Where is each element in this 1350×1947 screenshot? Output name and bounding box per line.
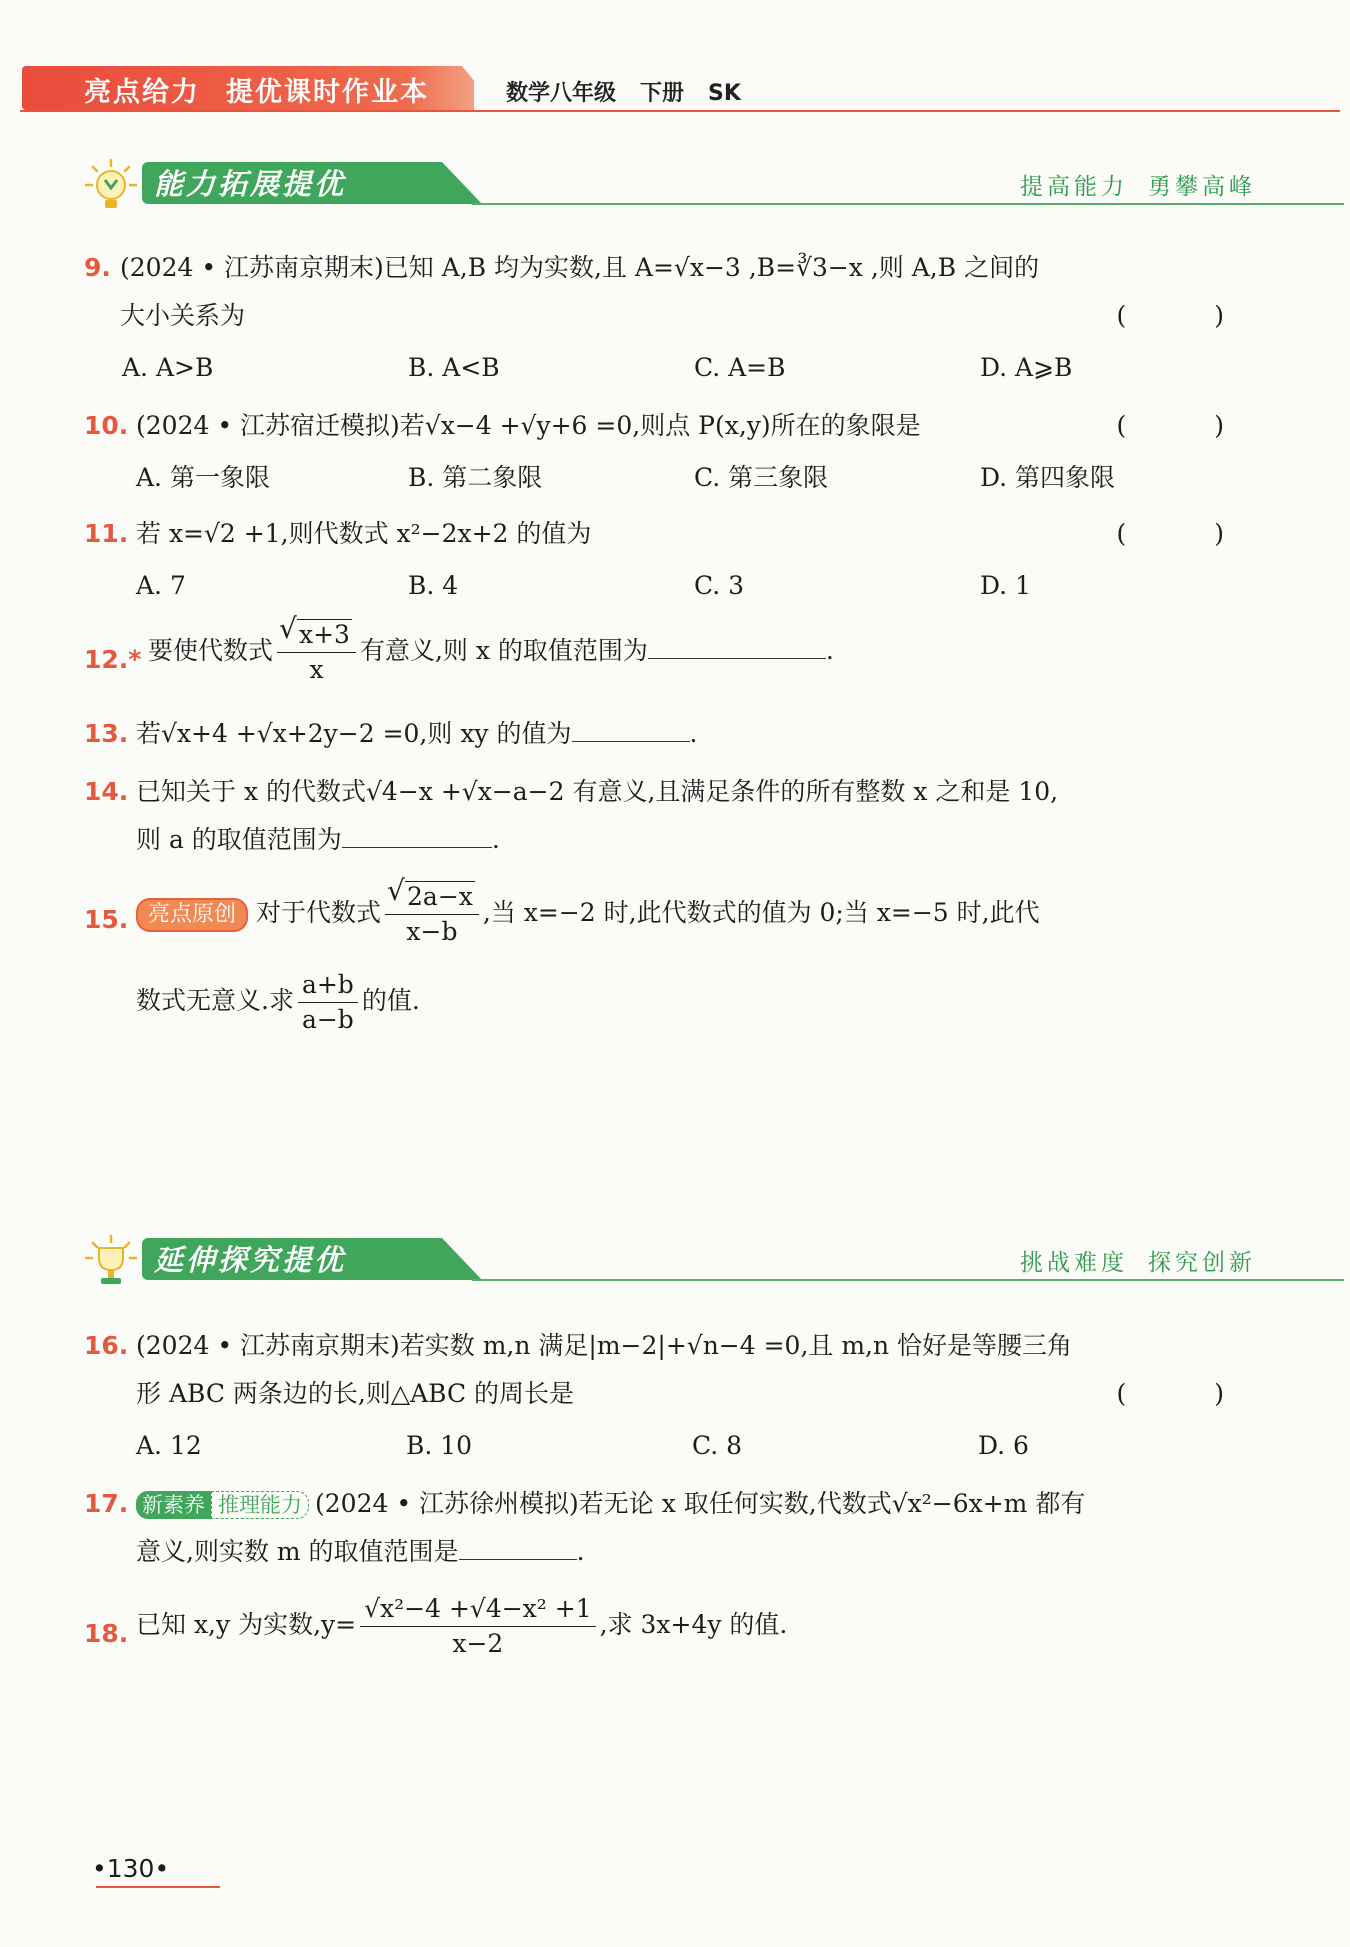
header-brand (84, 70, 429, 109)
numerator: a+b (298, 968, 358, 1003)
question-number: 11. (84, 519, 129, 548)
numerator: √x²−4 +√4−x² +1 (360, 1592, 596, 1627)
question-text (136, 968, 1264, 1037)
slogan-part: 挑战难度 (1020, 1250, 1128, 1276)
radical: √ x+3 (297, 619, 352, 650)
question-text (136, 816, 1264, 864)
question-12 (84, 618, 1264, 702)
question-number: 18. (84, 1619, 129, 1648)
volume-label: 下册 (640, 81, 685, 106)
section-slogan (1020, 168, 1256, 201)
answer-blank[interactable] (648, 628, 826, 659)
question-14 (84, 768, 1264, 868)
option-a[interactable]: A. 第一象限 (136, 463, 270, 492)
question-text (136, 1528, 1264, 1576)
text-segment: 则 a 的取值范围为 (136, 825, 342, 854)
question-text: (2024 • 江苏南京期末)若实数 m,n 满足|m−2|+√n−4 =0,且 m,n 恰好是等腰三角 (136, 1331, 1073, 1360)
text-segment: 的值. (361, 986, 420, 1015)
option-d[interactable]: D. 第四象限 (980, 463, 1116, 492)
header-rule (20, 110, 1340, 112)
option-c[interactable]: C. 第三象限 (694, 463, 829, 492)
option-a[interactable]: A. 12 (136, 1431, 202, 1460)
question-number: 10. (84, 411, 129, 440)
question-text (136, 1592, 1264, 1661)
fraction (360, 1592, 596, 1661)
edition-label: SK (708, 81, 741, 106)
reasoning-tag: 推理能力 (211, 1491, 309, 1519)
text-segment: 对于代数式 (256, 898, 382, 927)
slogan-part: 提高能力 (1020, 174, 1128, 200)
question-17 (84, 1480, 1264, 1580)
question-text: 若 x=√2 +1,则代数式 x²−2x+2 的值为 (136, 519, 592, 548)
answer-blank[interactable] (572, 711, 690, 742)
page-number: •130• (92, 1854, 170, 1883)
page-number-rule (96, 1886, 220, 1888)
text-segment: . (491, 825, 500, 854)
options (136, 454, 1264, 494)
denominator: a−b (301, 1005, 354, 1034)
brand-series: 提优课时作业本 (226, 77, 429, 108)
options (136, 562, 1264, 602)
denominator: x−b (406, 917, 458, 946)
header-subject (506, 76, 765, 107)
question-text: 已知关于 x 的代数式√4−x +√x−a−2 有意义,且满足条件的所有整数 x 之和是 10, (136, 777, 1059, 806)
answer-bracket[interactable]: ( ) (1116, 519, 1264, 548)
literacy-tag: 新素养 (136, 1491, 211, 1519)
section-rule (472, 203, 1344, 205)
question-text: (2024 • 江苏宿迁模拟)若√x−4 +√y+6 =0,则点 P(x,y)所在的象限是 (136, 411, 921, 440)
text-segment: 有意义,则 x 的取值范围为 (359, 636, 648, 665)
text-segment: . (576, 1537, 585, 1566)
question-text: (2024 • 江苏南京期末)已知 A,B 均为实数,且 A=√x−3 ,B=∛3−x ,则 A,B 之间的 (120, 253, 1040, 282)
slogan-part: 勇攀高峰 (1148, 174, 1256, 200)
question-text (136, 1480, 1264, 1528)
section-header-extension (84, 1232, 1260, 1292)
fraction (277, 618, 356, 687)
radical: √ 2a−x (405, 881, 475, 912)
answer-blank[interactable] (342, 817, 492, 848)
option-d[interactable]: D. A⩾B (980, 353, 1073, 382)
option-c[interactable]: C. 8 (692, 1431, 743, 1460)
question-15 (84, 880, 1264, 1040)
option-c[interactable]: C. 3 (694, 571, 745, 600)
answer-bracket[interactable]: ( ) (1116, 411, 1264, 440)
subject-label: 数学八年级 (506, 81, 617, 106)
question-text (148, 618, 1264, 687)
original-tag: 亮点原创 (136, 898, 248, 932)
fraction (298, 968, 358, 1037)
question-text (136, 710, 1264, 758)
answer-bracket[interactable]: ( ) (1116, 1379, 1264, 1408)
option-a[interactable]: A. A>B (122, 353, 214, 382)
text-segment: 意义,则实数 m 的取值范围是 (136, 1537, 459, 1566)
text-segment: ,求 3x+4y 的值. (599, 1610, 788, 1639)
question-number: 13. (84, 719, 129, 748)
text-segment: 已知 x,y 为实数,y= (136, 1610, 357, 1639)
slogan-part: 探究创新 (1148, 1250, 1256, 1276)
question-number: 15. (84, 905, 129, 934)
section-rule (472, 1279, 1344, 1281)
question-number: 16. (84, 1331, 129, 1360)
text-segment: (2024 • 江苏徐州模拟)若无论 x 取任何实数,代数式√x²−6x+m 都有 (315, 1489, 1086, 1518)
section-slogan (1020, 1244, 1256, 1277)
text-segment: . (825, 636, 834, 665)
section-title: 能力拓展提优 (154, 167, 347, 201)
option-b[interactable]: B. 第二象限 (408, 463, 543, 492)
question-16 (84, 1322, 1264, 1472)
question-10 (84, 402, 1264, 502)
question-18 (84, 1592, 1264, 1682)
question-11 (84, 510, 1264, 610)
answer-bracket[interactable]: ( ) (1116, 301, 1264, 330)
question-13 (84, 710, 1264, 760)
question-text (136, 880, 1264, 949)
text-segment: 数式无意义.求 (136, 986, 294, 1015)
text-segment: ,当 x=−2 时,此代数式的值为 0;当 x=−5 时,此代 (482, 898, 1040, 927)
option-b[interactable]: B. 10 (406, 1431, 473, 1460)
brand-name: 亮点给力 (84, 77, 200, 108)
text-segment: 若√x+4 +√x+2y−2 =0,则 xy 的值为 (136, 719, 572, 748)
question-text: 大小关系为 (120, 301, 246, 330)
option-a[interactable]: A. 7 (136, 571, 186, 600)
trophy-icon (84, 1234, 138, 1288)
answer-blank[interactable] (459, 1529, 577, 1560)
option-d[interactable]: D. 6 (978, 1431, 1029, 1460)
text-segment: 要使代数式 (148, 636, 274, 665)
option-d[interactable]: D. 1 (980, 571, 1031, 600)
question-number: 14. (84, 777, 129, 806)
question-number: 12.* (84, 645, 142, 674)
option-b[interactable]: B. A<B (408, 353, 500, 382)
option-c[interactable]: C. A=B (694, 353, 786, 382)
question-9 (84, 244, 1264, 394)
section-title: 延伸探究提优 (154, 1243, 347, 1277)
question-number: 17. (84, 1489, 129, 1518)
question-text: 形 ABC 两条边的长,则△ABC 的周长是 (136, 1379, 575, 1408)
denominator: x−2 (452, 1629, 504, 1658)
option-b[interactable]: B. 4 (408, 571, 459, 600)
fraction (385, 880, 479, 949)
lightbulb-icon (84, 158, 138, 212)
text-segment: . (689, 719, 698, 748)
section-header-ability (84, 156, 1260, 216)
denominator: x (309, 655, 324, 684)
question-number: 9. (84, 253, 111, 282)
options (122, 344, 1264, 384)
options (136, 1422, 1264, 1462)
